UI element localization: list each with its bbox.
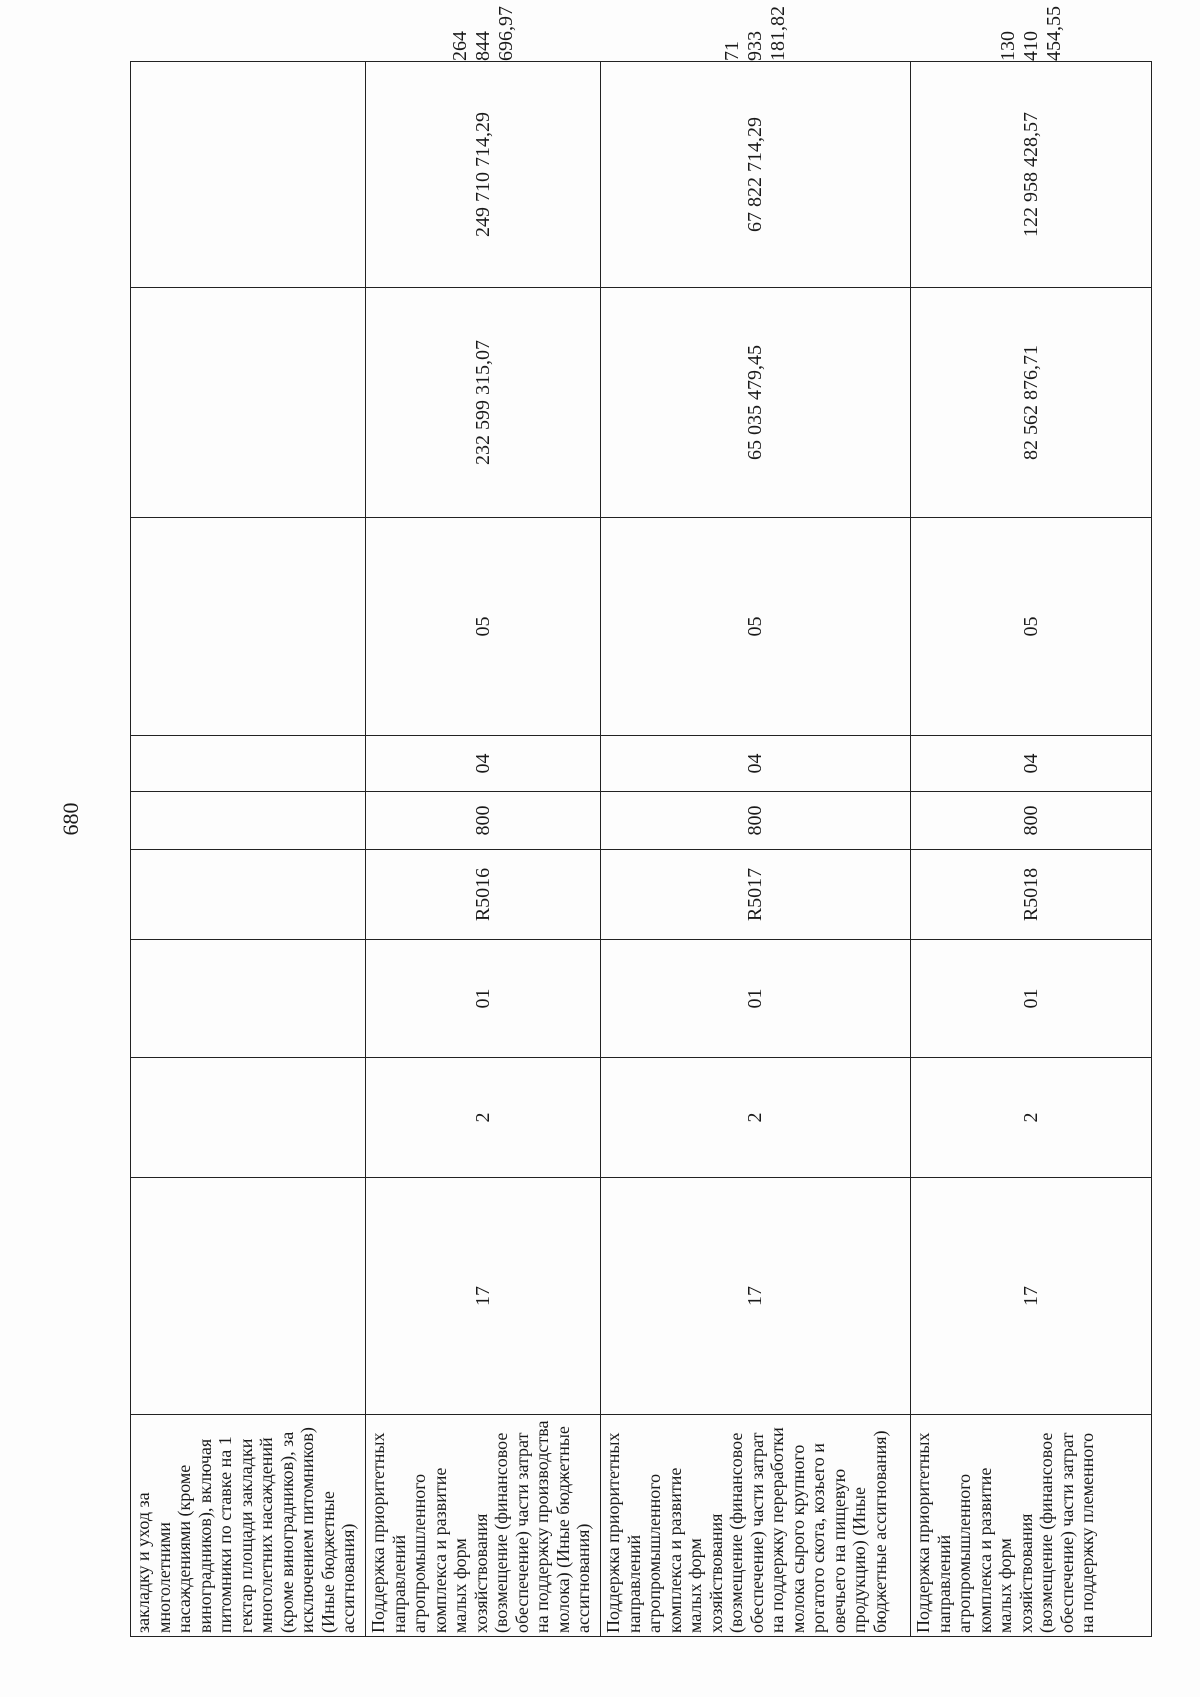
cell-subsection xyxy=(131,518,366,736)
cell-main-event xyxy=(131,940,366,1058)
cell-sum-year-1 xyxy=(131,288,366,518)
table-row: Поддержка приоритетных направлений агропромышленного комплекса и развитие малых форм хозяйствования (возмещение (финансовое обеспечение) части затрат на поддержку переработки молока сырого крупного рогатого скота, козьего и овечьего на пищевую продукцию) (Иные бюджетные ассигнования) 17 2 01 R5017 800 04 05 65 035 479,45 67 822 714,29 71 933 181,82 xyxy=(601,62,911,1637)
cell-program: 17 xyxy=(911,1178,1152,1415)
cell-direction: R5016 xyxy=(366,850,601,940)
cell-direction: R5017 xyxy=(601,850,911,940)
row-description: Поддержка приоритетных направлений агропромышленного комплекса и развитие малых форм хозяйствования (возмещение (финансовое обеспечение) части затрат на поддержку производства молока) (Иные бюджетные ассигнования) xyxy=(366,1415,601,1637)
row-description: Поддержка приоритетных направлений агропромышленного комплекса и развитие малых форм хозяйствования (возмещение (финансовое обеспечение) части затрат на поддержку переработки молока сырого крупного рогатого скота, козьего и овечьего на пищевую продукцию) (Иные бюджетные ассигнования) xyxy=(601,1415,911,1637)
page-number: 680 xyxy=(58,802,83,836)
cell-main-event: 01 xyxy=(366,940,601,1058)
cell-direction: R5018 xyxy=(911,850,1152,940)
table-row xyxy=(131,62,366,1637)
cell-sum-year-2 xyxy=(131,62,366,288)
cell-subsection: 05 xyxy=(366,518,601,736)
cell-subprogram: 2 xyxy=(911,1058,1152,1178)
cell-expense-type: 800 xyxy=(601,792,911,850)
cell-section xyxy=(131,736,366,792)
cell-subsection: 05 xyxy=(601,518,911,736)
budget-table xyxy=(130,6,1152,1637)
cell-main-event: 01 xyxy=(911,940,1152,1058)
cell-expense-type: 800 xyxy=(911,792,1152,850)
cell-program: 17 xyxy=(601,1178,911,1415)
cell-subsection: 05 xyxy=(911,518,1152,736)
table-row: Поддержка приоритетных направлений агропромышленного комплекса и развитие малых форм хозяйствования (возмещение (финансовое обеспечение) части затрат на поддержку племенного 17 2 01 R5018 800 04 05 82 562 876,71 122 958 428,57 130 410 454,55 xyxy=(911,62,1152,1637)
cell-subprogram: 2 xyxy=(366,1058,601,1178)
cell-subprogram xyxy=(131,1058,366,1178)
cell-sum-year-1: 232 599 315,07 xyxy=(366,288,601,518)
cell-section: 04 xyxy=(366,736,601,792)
cell-sum-year-1: 82 562 876,71 xyxy=(911,288,1152,518)
cell-sum-year-2: 67 822 714,29 xyxy=(601,62,911,288)
cell-expense-type xyxy=(131,792,366,850)
cell-direction xyxy=(131,850,366,940)
table-row: Поддержка приоритетных направлений агропромышленного комплекса и развитие малых форм хозяйствования (возмещение (финансовое обеспечение) части затрат на поддержку производства молока) (Иные бюджетные ассигнования) 17 2 01 R5016 800 04 05 232 599 315,07 249 710 714,29 264 844 696,97 xyxy=(366,62,601,1637)
cell-program: 17 xyxy=(366,1178,601,1415)
cell-subprogram: 2 xyxy=(601,1058,911,1178)
cell-section: 04 xyxy=(911,736,1152,792)
row-description: закладку и уход за многолетними насаждениями (кроме виноградников), включая питомники по ставке на 1 гектар площади закладки многолетних насаждений (кроме виноградников), за исключением питомников) (Иные бюджетные ассигнования) xyxy=(131,1415,366,1637)
cell-main-event: 01 xyxy=(601,940,911,1058)
cell-expense-type: 800 xyxy=(366,792,601,850)
cell-program xyxy=(131,1178,366,1415)
cell-sum-year-1: 65 035 479,45 xyxy=(601,288,911,518)
cell-section: 04 xyxy=(601,736,911,792)
cell-sum-year-2: 122 958 428,57 xyxy=(911,62,1152,288)
cell-sum-year-2: 249 710 714,29 xyxy=(366,62,601,288)
row-description: Поддержка приоритетных направлений агропромышленного комплекса и развитие малых форм хозяйствования (возмещение (финансовое обеспечение) части затрат на поддержку племенного xyxy=(911,1415,1152,1637)
